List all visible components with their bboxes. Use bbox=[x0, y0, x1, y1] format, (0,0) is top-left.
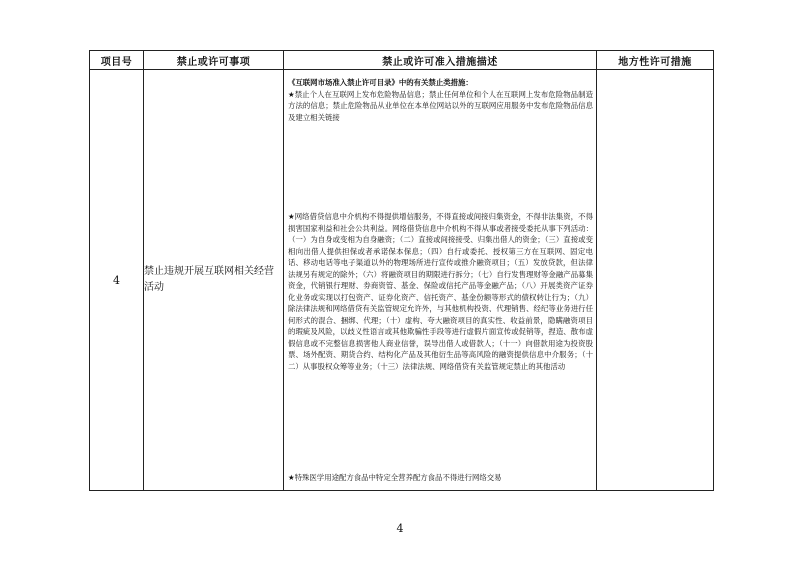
market-access-table bbox=[89, 50, 714, 491]
description-heading: 《互联网市场准入禁止许可目录》中的有关禁止类措施： bbox=[288, 78, 473, 87]
table-header-row bbox=[90, 51, 714, 70]
item-name-cell: 禁止违规开展互联网相关经营活动 bbox=[144, 70, 284, 491]
description-block-internet-list bbox=[288, 77, 593, 123]
description-block-p2p-lending: ★网络借贷信息中介机构不得提供增信服务，不得直接或间接归集资金，不得非法集资，不得损害国家利益和社会公共利益。网络借贷信息中介机构不得从事或者接受委托从事下列活动：（一）为自身或变相为自身融资；（二）直接或间接接受、归集出借人的资金；（三）直接或变相向出借人提供担保或者承诺保本保息；（四）自行或委托、授权第三方在互联网、固定电话、移动电话等电子渠道以外的物理场所进行宣传或推介融资项目；（五）发放贷款，但法律法规另有规定的除外；（六）将融资项目的期限进行拆分；（七）自行发售理财等金融产品募集资金，代销银行理财、券商资管、基金、保险或信托产品等金融产品；（八）开展类资产证券化业务或实现以打包资产、证券化资产、信托资产、基金份额等形式的债权转让行为；（九）除法律法规和网络借贷有关监管规定允许外，与其他机构投资、代理销售、经纪等业务进行任何形式的混合、捆绑、代理；（十）虚构、夸大融资项目的真实性、收益前景，隐瞒融资项目的瑕疵及风险，以歧义性语言或其他欺骗性手段等进行虚假片面宣传或促销等，捏造、散布虚假信息或不完整信息损害他人商业信誉，误导出借人或借款人；（十一）向借款用途为投资股票、场外配资、期货合约、结构化产品及其他衍生品等高风险的融资提供信息中介服务；（十二）从事股权众筹等业务；（十三）法律法规、网络借贷有关监管规定禁止的其他活动 bbox=[288, 212, 593, 371]
item-number-cell: 4 bbox=[90, 70, 144, 491]
table-row bbox=[90, 70, 714, 491]
local-measures-cell bbox=[597, 70, 714, 491]
page-number: 4 bbox=[396, 522, 404, 535]
measure-description-cell bbox=[284, 70, 597, 491]
header-measure-description: 禁止或许可准入措施描述 bbox=[284, 51, 597, 70]
header-item-number: 项目号 bbox=[90, 51, 144, 70]
description-block-medical-food: ★特殊医学用途配方食品中特定全营养配方食品不得进行网络交易 bbox=[288, 473, 502, 482]
description-text-hazardous-goods: ★禁止个人在互联网上发布危险物品信息；禁止任何单位和个人在互联网上发布危险物品制造方法的信息；禁止危险物品从业单位在本单位网站以外的互联网应用服务中发布危险物品信息及建立相关链接 bbox=[288, 89, 593, 122]
header-local-measures: 地方性许可措施 bbox=[597, 51, 714, 70]
header-item-name: 禁止或许可事项 bbox=[144, 51, 284, 70]
